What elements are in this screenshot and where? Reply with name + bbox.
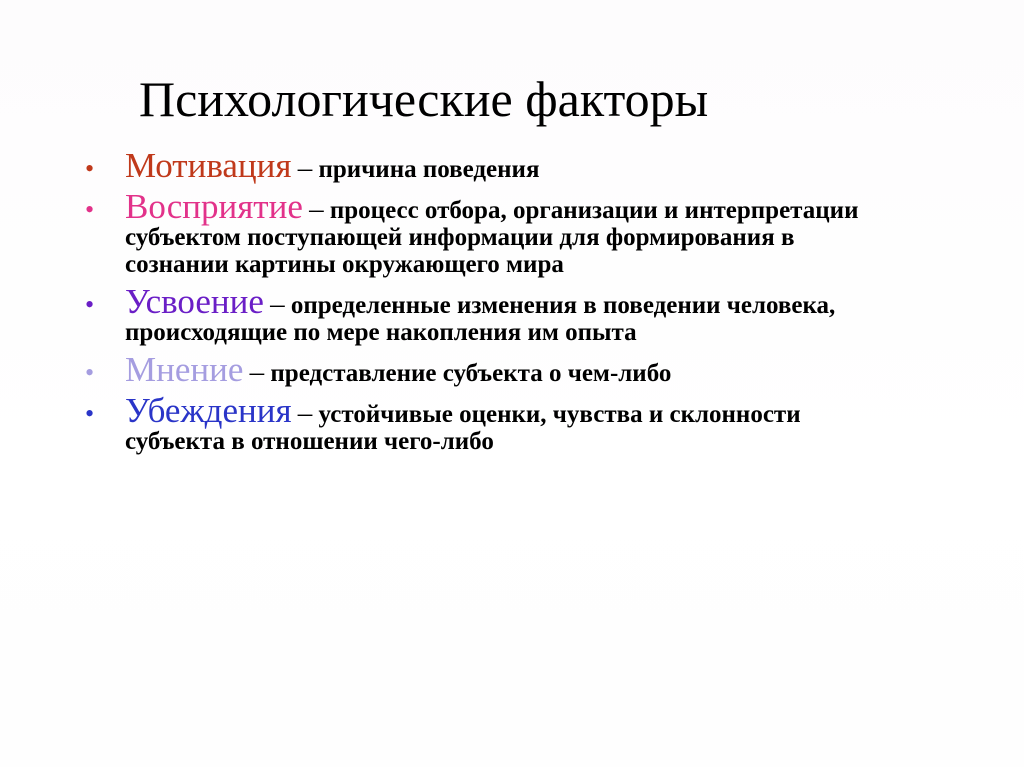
factor-item-learning (85, 282, 885, 346)
factor-item-beliefs (85, 391, 885, 455)
factor-term: Мотивация (125, 146, 292, 185)
factor-definition: процесс отбора, организации и интерпретации субъектом поступающей информации для формирования в сознании картины окружающего мира (125, 197, 859, 278)
factor-definition: причина поведения (318, 156, 540, 183)
factor-dash: – (249, 356, 265, 388)
factor-dash: – (297, 397, 313, 429)
factor-definition: определенные изменения в поведении человека, происходящие по мере накопления им опыта (125, 292, 836, 346)
factor-term: Убеждения (125, 391, 292, 430)
factor-definition: устойчивые оценки, чувства и склонности субъекта в отношении чего-либо (125, 401, 801, 455)
slide-title: Психологические факторы (139, 71, 709, 127)
factor-item-opinion (85, 350, 885, 389)
factor-term: Восприятие (125, 187, 303, 226)
bullet-dot-icon: • (85, 358, 95, 387)
factor-term: Мнение (125, 350, 244, 389)
factor-term: Усвоение (125, 282, 264, 321)
factor-list (85, 146, 885, 465)
bullet-dot-icon: • (85, 290, 95, 319)
bullet-dot-icon: • (85, 399, 95, 428)
factor-dash: – (297, 152, 313, 184)
factor-dash: – (309, 193, 324, 225)
factor-dash: – (270, 288, 285, 320)
bullet-dot-icon: • (85, 195, 95, 224)
factor-item-perception (85, 187, 885, 278)
factor-item-motivation (85, 146, 885, 185)
bullet-dot-icon: • (85, 154, 95, 183)
factor-definition: представление субъекта о чем-либо (270, 360, 672, 387)
